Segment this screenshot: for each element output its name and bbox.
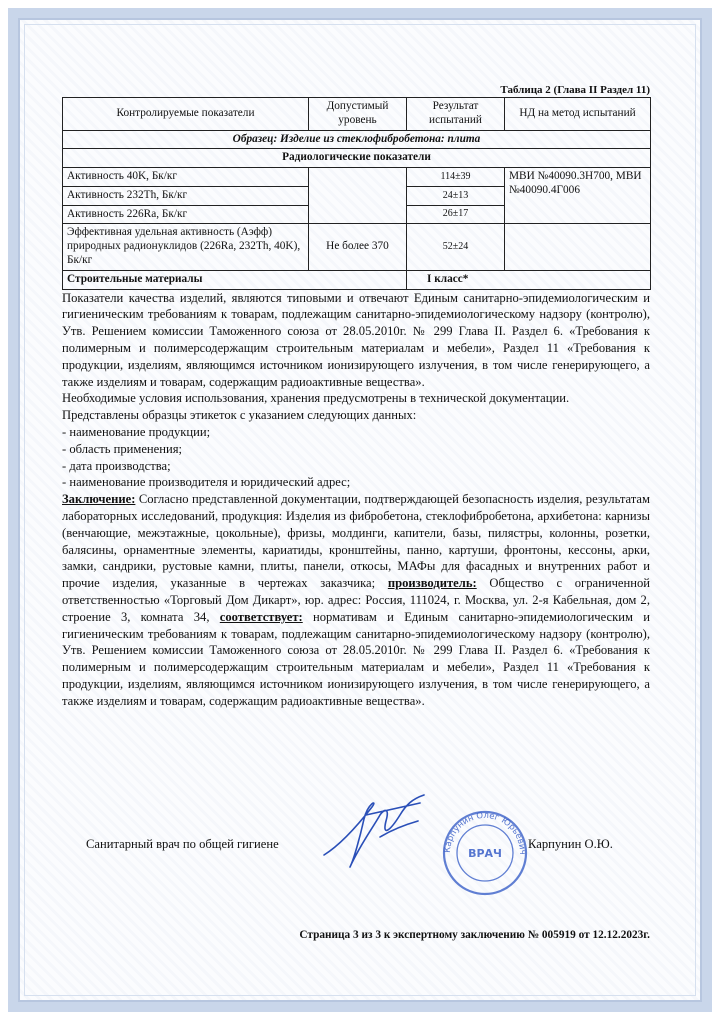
result-cell: 24±13 <box>407 186 505 205</box>
conclusion-text-1: Согласно представленной документации, подтверждающей безопасность изделия, результатам лабораторных исследований, продукция: Изделия из фибробетона, стеклофибробетона, архибетона: карнизы (венчающие, межэтажные, цокольные), фризы, молдинги, капители, базы, пилястры, колонны, розетки, балясины, орнаментные элементы, кариатиды, кронштейны, панно, картуши, фронтоны, кессоны, арки, замки, сандрики, рустовые камни, плиты, панели, откосы, МАФы для фасадных и внутренних работ и прочие изделия, указанные в чертежах заказчика; <box>62 492 650 591</box>
materials-class: I класс* <box>407 270 651 289</box>
section-row <box>63 149 651 168</box>
table-row <box>63 168 651 187</box>
sample-row <box>63 130 651 149</box>
complies-keyword: соответствует: <box>219 609 303 624</box>
indicator-cell: Активность 226Ra, Бк/кг <box>63 205 309 224</box>
conclusion-keyword: Заключение: <box>62 492 136 507</box>
svg-text:Карпунин Олег Юрьевич: Карпунин Олег Юрьевич <box>442 810 528 855</box>
conclusion-paragraph <box>62 491 650 709</box>
result-cell: 52±24 <box>407 224 505 270</box>
table-caption: Таблица 2 (Глава II Раздел 11) <box>500 84 650 96</box>
results-table <box>62 97 651 290</box>
header-result: Результат испытаний <box>407 98 505 131</box>
labels-intro: Представлены образцы этикеток с указанием следующих данных: <box>62 408 417 423</box>
header-nd: НД на метод испытаний <box>505 98 651 131</box>
section-title: Радиологические показатели <box>63 149 651 168</box>
round-stamp <box>440 808 530 898</box>
table-row-aeff <box>63 224 651 270</box>
signature-image <box>320 785 430 875</box>
sample-name: Образец: Изделие из стеклофибробетона: плита <box>63 130 651 149</box>
page-footer: Страница 3 из 3 к экспертному заключению № 005919 от 12.12.2023г. <box>299 929 650 941</box>
indicator-cell: Активность 40K, Бк/кг <box>63 168 309 187</box>
table-header-row <box>63 98 651 131</box>
signer-title: Санитарный врач по общей гигиене <box>86 837 279 851</box>
document-body <box>62 84 650 710</box>
header-level: Допустимый уровень <box>309 98 407 131</box>
conclusion-text-2: Общество с ограниченной ответственностью «Торговый Дом Дикарт», юр. адрес: Россия, 111024, г. Москва, ул. 2-я Кабельная, дом 2, строение 3, комната 34, <box>62 576 651 624</box>
paragraph-conditions: Необходимые условия использования, хранения предусмотрены в технической документации. <box>62 391 570 406</box>
result-cell: 114±39 <box>407 168 505 187</box>
producer-keyword: производитель: <box>387 576 477 591</box>
table-row-class <box>63 270 651 289</box>
conclusion-text-3: нормативам и Единым санитарно-эпидемиологическим и гигиеническим требованиям к товарам, подлежащим санитарно-эпидемиологическому надзору (контролю), Утв. Решением комиссии Таможенного союза от 28.05.2010г. № 299 Глава II. Раздел 6. «Требования к полимерным и полимерсодержащим строительным материалам и мебели», Раздел 11 «Требования к продукции, изделиям, являющимся источником ионизирующего излучения, в том числе генерирующего, а также изделиям и товарам, содержащим радиоактивные вещества». <box>62 609 650 708</box>
nd-cell-empty <box>505 224 651 270</box>
level-cell: Не более 370 <box>309 224 407 270</box>
list-item: - дата производства; <box>62 458 171 473</box>
indicator-cell: Эффективная удельная активность (Аэфф) природных радионуклидов (226Ra, 232Th, 40K), Бк/кг <box>63 224 309 270</box>
nd-method-cell: МВИ №40090.3Н700, МВИ №40090.4Г006 <box>505 168 651 224</box>
svg-text:ВРАЧ: ВРАЧ <box>468 847 502 860</box>
result-cell: 26±17 <box>407 205 505 224</box>
list-item: - наименование продукции; <box>62 424 211 439</box>
signer-name: Карпунин О.Ю. <box>528 837 613 851</box>
list-item: - наименование производителя и юридический адрес; <box>62 475 351 490</box>
level-cell-empty <box>309 168 407 224</box>
list-item: - область применения; <box>62 441 183 456</box>
header-indicators: Контролируемые показатели <box>63 98 309 131</box>
materials-label: Строительные материалы <box>63 270 407 289</box>
indicator-cell: Активность 232Th, Бк/кг <box>63 186 309 205</box>
paragraph-quality: Показатели качества изделий, являются типовыми и отвечают Единым санитарно-эпидемиологическим и гигиеническим требованиям к товарам, подлежащим санитарно-эпидемиологическому надзору (контролю), Утв. Решением комиссии Таможенного союза от 28.05.2010г. № 299 Глава II. Раздел 6. «Требования к полимерным и полимерсодержащим строительным материалам и мебели», Раздел 11 «Требования к продукции, изделиям, являющимся источником ионизирующего излучения, в том числе генерирующего, а также изделиям и товарам, содержащим радиоактивные вещества». <box>62 290 650 389</box>
